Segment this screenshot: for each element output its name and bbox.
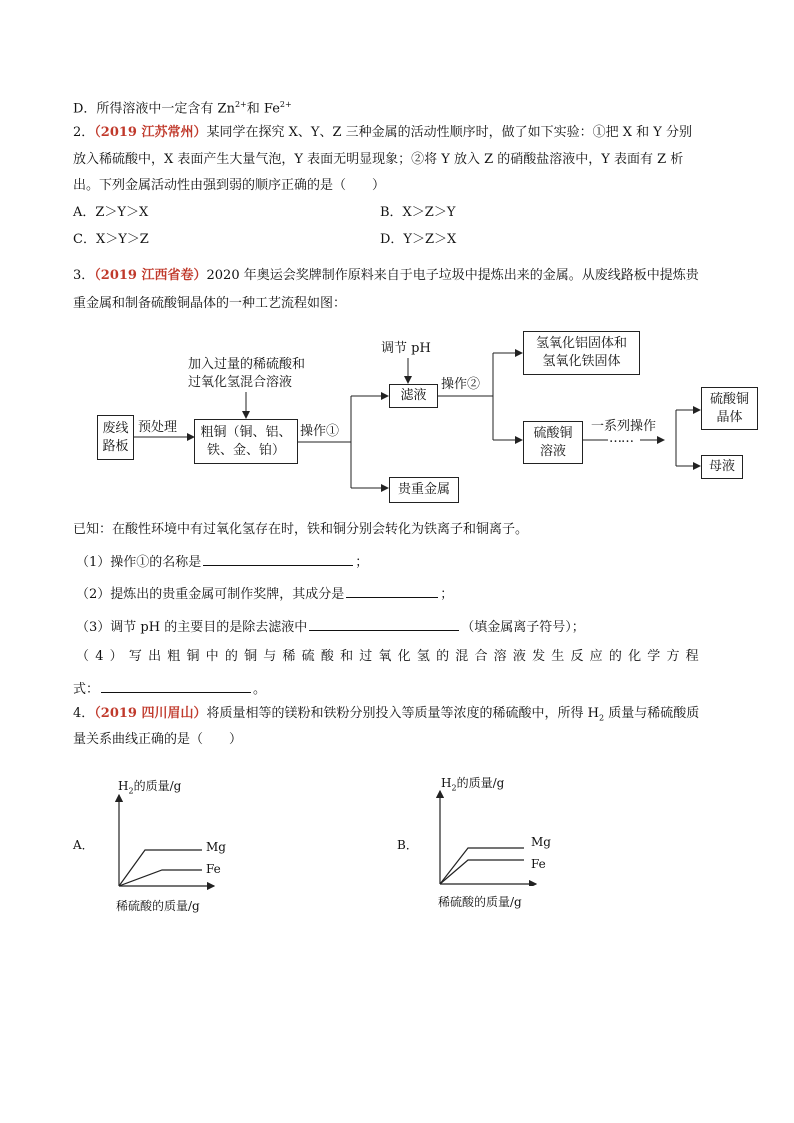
graph-a-line-mg — [119, 850, 202, 886]
answer-blank-1[interactable] — [203, 551, 353, 566]
q2-option-d: D．Y＞Z＞X — [380, 232, 457, 247]
q1-option-d: D．所得溶液中一定含有 $Zn^{2+}$和 $Fe^{2+}$ — [73, 100, 292, 117]
label-series-operations: 一系列操作 — [591, 419, 657, 434]
answer-blank-2[interactable] — [346, 583, 438, 598]
label-adjust-ph: 调节 pH — [381, 341, 431, 356]
graph-a-line-fe — [119, 870, 202, 886]
graph-a-series-fe: Fe — [206, 862, 221, 876]
graph-a-option-label: A． — [73, 838, 94, 852]
box-waste-circuit-board: 废线 路板 — [97, 415, 134, 460]
graph-b-series-mg: Mg — [531, 835, 551, 849]
graph-b-line-fe — [440, 860, 524, 884]
q3-sub1: （1）操作①的名称是 ； — [76, 551, 368, 572]
q4-source: （2019 四川眉山） — [94, 706, 207, 721]
q4-stem-line1: 4．（2019 四川眉山）将质量相等的镁粉和铁粉分别投入等质量等浓度的稀硫酸中，所得 $H_2$ 质量与稀硫酸质 — [73, 706, 700, 723]
box-crude-copper: 粗铜（铜、铝、 铁、金、铂） — [194, 419, 298, 464]
graph-b-plot — [432, 786, 542, 886]
q3-sub3: （3）调节 pH 的主要目的是除去滤液中 （填金属离子符号）； — [76, 616, 585, 637]
box-hydroxide-solids: 氢氧化铝固体和 氢氧化铁固体 — [523, 331, 640, 375]
box-copper-sulfate-solution: 硫酸铜 溶液 — [523, 421, 583, 464]
q3-sub4-line1: （4）写出粗铜中的铜与稀硫酸和过氧化氢的混合溶液发生反应的化学方程 — [76, 649, 705, 664]
q2-stem-line2: 放入稀硫酸中，X 表面产生大量气泡，Y 表面无明显现象；②将 Y 放入 Z 的硝酸盐溶液中，Y 表面有 Z 析 — [73, 152, 684, 167]
graph-b-series-fe: Fe — [531, 857, 546, 871]
q3-stem-line2: 重金属和制备硫酸铜晶体的一种工艺流程如图： — [73, 296, 347, 311]
box-precious-metal: 贵重金属 — [389, 477, 459, 503]
graph-a-y-label: $H_2$的质量/g — [118, 779, 182, 796]
graph-b-y-label: $H_2$的质量/g — [441, 776, 505, 793]
q2-option-b: B．X＞Z＞Y — [380, 205, 456, 220]
answer-blank-3[interactable] — [309, 616, 459, 631]
graph-b-line-mg — [440, 848, 524, 884]
label-operation-2: 操作② — [441, 377, 481, 392]
graph-a-x-label: 稀硫酸的质量/g — [116, 899, 200, 913]
label-ellipsis: …… — [609, 431, 633, 446]
box-copper-sulfate-crystal: 硫酸铜 晶体 — [701, 387, 758, 430]
label-pretreat: 预处理 — [138, 420, 178, 435]
q3-source: （2019 江西省卷） — [94, 268, 207, 283]
q2-stem-line3: 出。下列金属活动性由强到弱的顺序正确的是（ ） — [73, 178, 386, 193]
label-reagent-line1: 加入过量的稀硫酸和 — [188, 357, 306, 372]
q2-option-a: A．Z＞Y＞X — [73, 205, 149, 220]
box-mother-liquor: 母液 — [701, 455, 743, 479]
q3-sub4-line2: 式： 。 — [73, 678, 266, 699]
graph-b-x-label: 稀硫酸的质量/g — [438, 895, 522, 909]
q2-stem-line1: 2．（2019 江苏常州）某同学在探究 X、Y、Z 三种金属的活动性顺序时，做了如下实验：①把 X 和 Y 分别 — [73, 125, 693, 140]
box-filtrate: 滤液 — [389, 384, 438, 408]
graph-a-series-mg: Mg — [206, 840, 226, 854]
graph-b-option-label: B． — [397, 838, 418, 852]
q3-known: 已知：在酸性环境中有过氧化氢存在时，铁和铜分别会转化为铁离子和铜离子。 — [73, 522, 529, 537]
answer-blank-4[interactable] — [101, 678, 251, 693]
q3-sub2: （2）提炼出的贵重金属可制作奖牌，其成分是 ； — [76, 583, 453, 604]
q2-source: （2019 江苏常州） — [94, 125, 207, 140]
q2-option-c: C．X＞Y＞Z — [73, 232, 149, 247]
q3-stem-line1: 3．（2019 江西省卷）2020 年奥运会奖牌制作原料来自于电子垃圾中提炼出来的金属。从废线路板中提炼贵 — [73, 268, 699, 283]
label-reagent-line2: 过氧化氢混合溶液 — [188, 375, 293, 390]
label-operation-1: 操作① — [300, 424, 340, 439]
graph-a-plot — [110, 790, 220, 890]
q4-stem-line2: 量关系曲线正确的是（ ） — [73, 732, 243, 747]
